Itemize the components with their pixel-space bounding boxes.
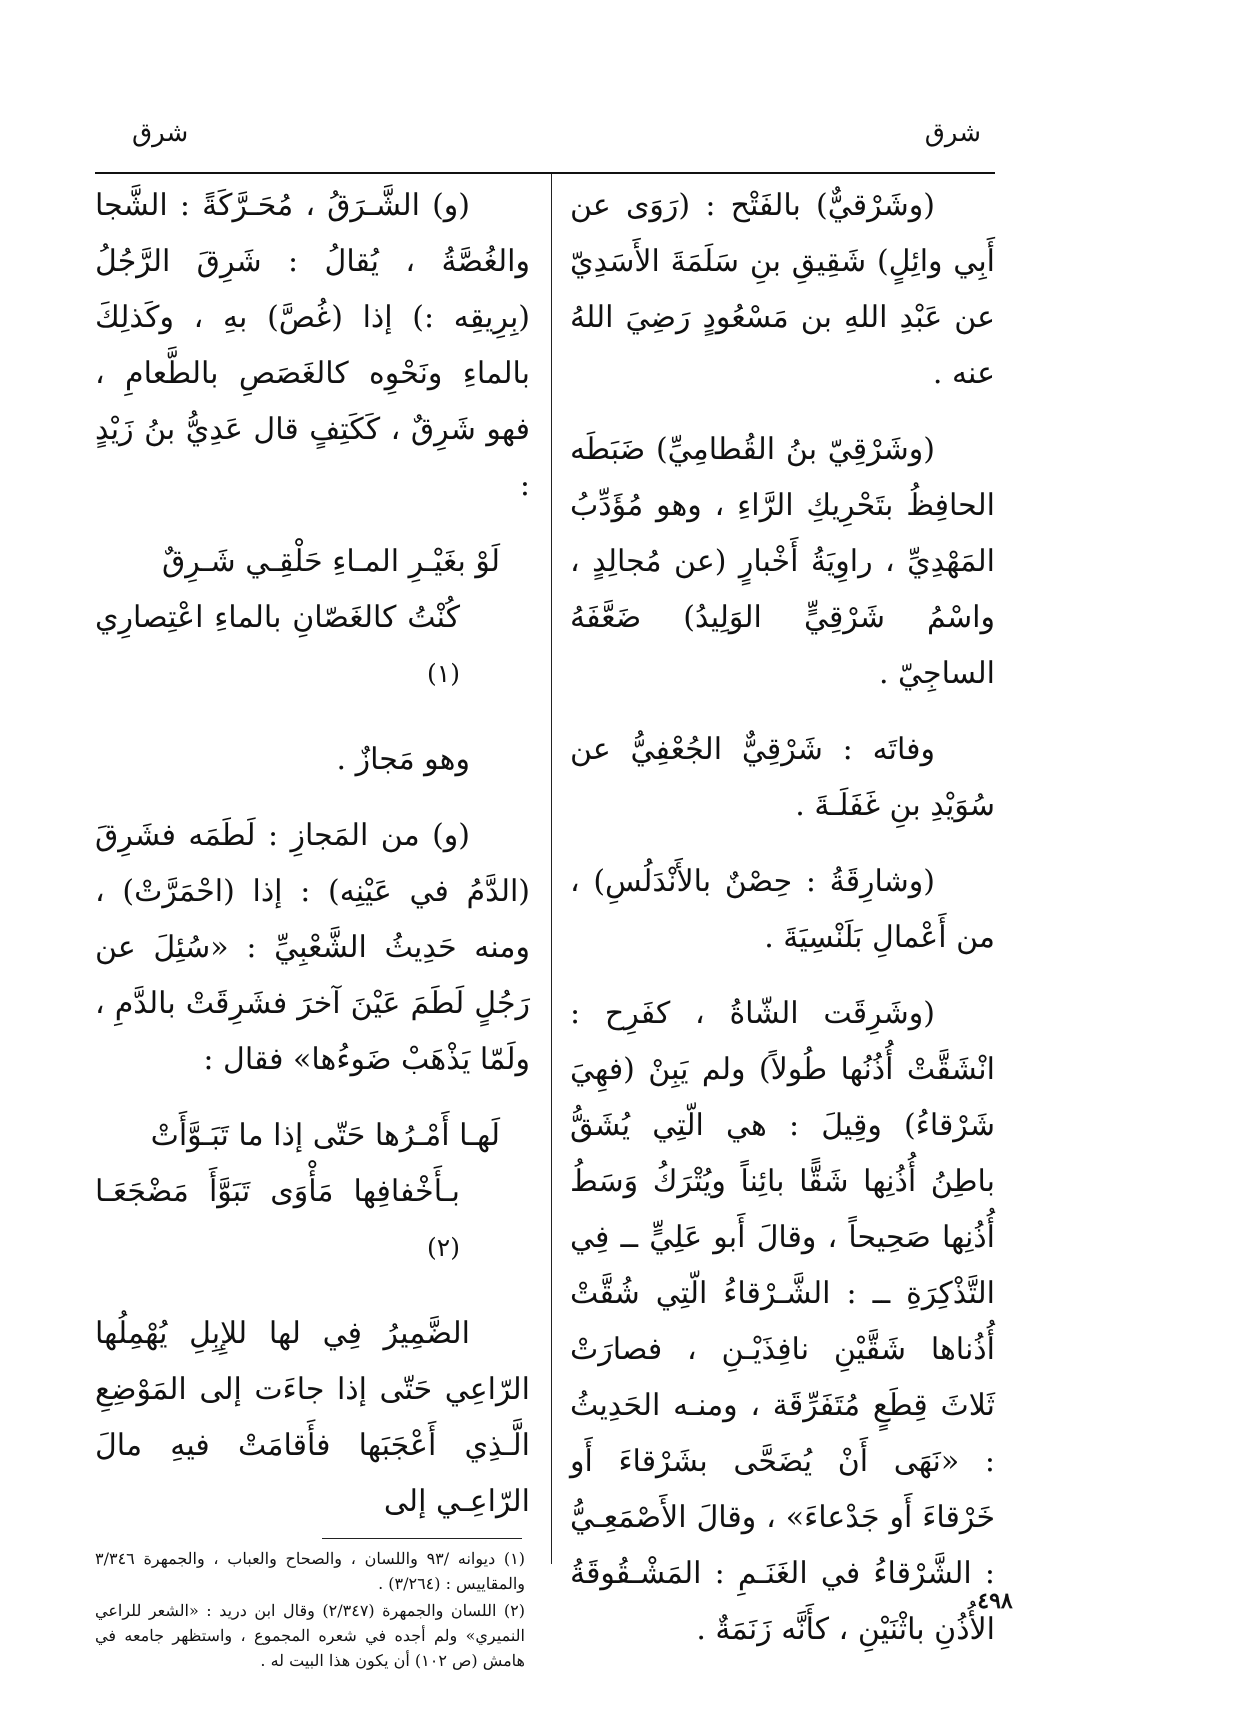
page-number: ٤٩٨ [977, 1588, 1013, 1614]
entry-paragraph: (و) من المَجازِ : لَطَمَه فشَرِقَ (الدَّمُ في عَيْنِه) : إذا (احْمَرَّتْ) ، ومنه حَدِيثُ الشَّعْبِيِّ : «سُئِلَ عن رَجُلٍ لَطَمَ عَيْنَ آخرَ فشَرِقَتْ بالدَّمِ ، ولَمّا يَذْهَبْ ضَوءُها» فقال : [95, 818, 530, 1077]
entry-paragraph: (وشَرِقَت الشّاةُ ، كفَرِح : انْشَقَّتْ أُذُنُها طُولاً) ولم يَبِنْ (فهِيَ شَرْقاءُ) وقِيلَ : هي الّتِي يُشَقُّ باطِنُ أُذُنِها شَقًّا بائِناً ويُتْرَكُ وَسَطُ أُذُنِها صَحِيحاً ، وقالَ أَبو عَلِيٍّ ــ فِي التَّذْكِرَةِ ــ : الشَّـرْقاءُ الّتِي شُقَّتْ أُذُناها شَقَّيْنِ نافِذَيْـنِ ، فصارَتْ ثَلاثَ قِطَعٍ مُتَفَرِّقَة ، ومنـه الحَدِيثُ : «نَهَى أَنْ يُضَحَّى بشَرْقاءَ أَو خَرْقاءَ أَو جَدْعاءَ» ، وقالَ الأَصْمَعِـيُّ : الشَّرْقاءُ في الغَنَـمِ : المَشْـقُوقَةُ الأُذُنِ باثْنَيْنِ ، كأَنَّه زَنَمَةٌ . [570, 996, 995, 1647]
footnote-marker: (٢) [427, 1233, 460, 1262]
footnote-rule [322, 1538, 522, 1539]
poetry-verse [95, 1108, 530, 1286]
footnote: (٢) اللسان والجمهرة (٢/٣٤٧) وقال ابن دريد : «الشعر للراعي النميري» ولم أجده في شعره المجموع ، واستظهر جامعه في هامش (ص ١٠٢) أن يكون هذا البيت له . [95, 1601, 526, 1670]
footnote-marker: (١) [427, 659, 460, 688]
running-head-right: شرق [924, 118, 981, 148]
right-column [570, 178, 995, 1678]
column-divider [551, 174, 552, 1564]
entry-paragraph: (و) الشَّـرَقُ ، مُحَـرَّكَةً : الشَّجا والغُصَّةُ ، يُقالُ : شَرِقَ الرَّجُلُ (بِرِيقِه :) إذا (غُصَّ) بهِ ، وكَذلِكَ بالماءِ ونَحْوِه كالغَصَصِ بالطَّعامِ ، فهو شَرِقٌ ، كَكَتِفٍ قال عَدِيُّ بنُ زَيْدٍ : [95, 188, 530, 503]
running-head-left: شرق [132, 118, 189, 148]
entry-paragraph: (وشَرْقِيّ بنُ القُطامِيِّ) ضَبَطَه الحافِظُ بتَحْرِيكِ الرَّاءِ ، وهو مُؤَدِّبُ المَهْدِيِّ ، راوِيَةُ أَخْبارٍ (عن مُجالِدٍ ، واسْمُ شَرْقِيٍّ الوَلِيدُ) ضَعَّفَهُ الساجِيّ . [570, 432, 995, 691]
header-rule [95, 172, 995, 174]
verse-hemistich: لَهـا أَمْـرُها حَتّى إذا ما تَبَـوَّأَتْ [150, 1118, 500, 1153]
verse-hemistich: لَوْ بغَيْـرِ المـاءِ حَلْقِـي شَـرِقٌ [161, 544, 500, 579]
entry-paragraph: الضَّمِيرُ فِي لها للإِبِلِ يُهْمِلُها الرّاعِي حَتّى إذا جاءَت إلى المَوْضِعِ الَّـذِي أَعْجَبَها فأَقامَتْ فيهِ مالَ الرّاعِـي إلى [95, 1316, 530, 1519]
left-column [95, 178, 530, 1550]
verse-hemistich-with-note [95, 1164, 500, 1286]
poetry-verse [95, 534, 530, 712]
verse-hemistich-with-note [95, 590, 500, 712]
entry-paragraph: وفاتَه : شَرْقِيٌّ الجُعْفِيُّ عن سُوَيْدِ بنِ غَفَلَـةَ . [570, 732, 995, 823]
entry-paragraph: (وشَرْقيٌّ) بالفَتْح : (رَوَى عن أَبِي وائِلٍ) شَقِيقِ بنِ سَلَمَةَ الأَسَدِيّ عن عَبْدِ اللهِ بن مَسْعُودٍ رَضِيَ اللهُ عنه . [570, 188, 995, 391]
entry-paragraph: (وشارِقَةُ : حِصْنٌ بالأَنْدَلُسِ) ، من أَعْمالِ بَلَنْسِيَةَ . [570, 864, 995, 955]
entry-paragraph: وهو مَجازٌ . [336, 742, 470, 777]
verse-hemistich: بـأَخْفافِها مَأْوَى تَبَوَّأَ مَضْجَعَـا [95, 1174, 460, 1209]
verse-hemistich: كُنْتُ كالغَصّانِ بالماءِ اعْتِصارِي [95, 600, 460, 635]
footnote: (١) ديوانه /٩٣ واللسان ، والصحاح والعباب ، والجمهرة ٣/٣٤٦ والمقاييس : (٣/٢٦٤) . [95, 1549, 526, 1593]
footnotes [95, 1546, 525, 1675]
